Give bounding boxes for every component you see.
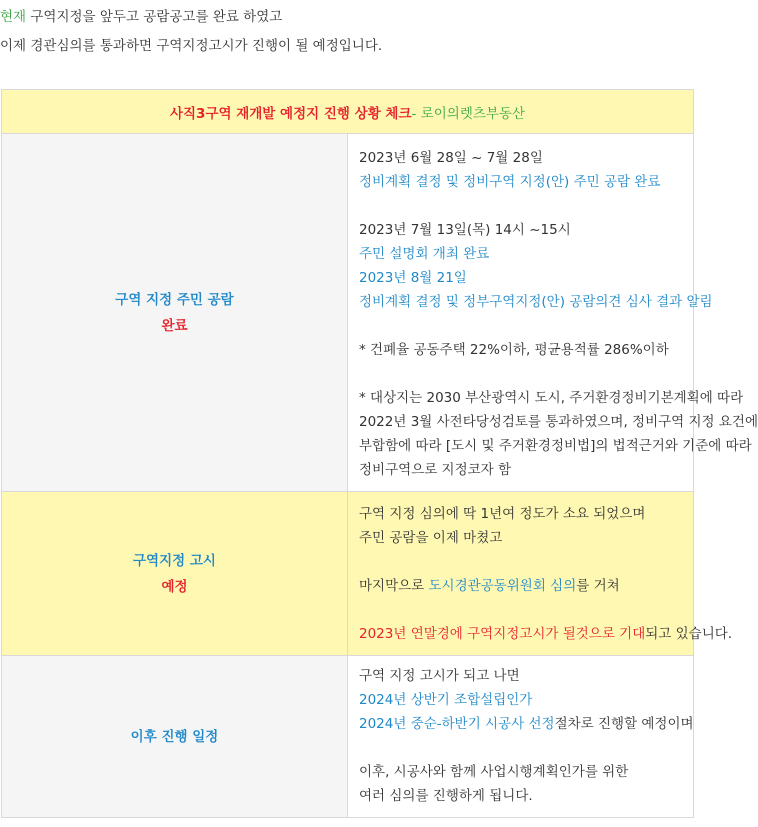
status-table xyxy=(1,89,758,818)
intro-line-1-text: 구역지정을 앞두고 공람공고를 완료 하였고 xyxy=(26,9,283,25)
content-line: 정비계획 결정 및 정비구역 지정(안) 주민 공람 완료 xyxy=(359,174,661,190)
row-label-title: 구역 지정 주민 공람 xyxy=(115,291,234,308)
content-line: 구역 지정 고시가 되고 나면 xyxy=(359,668,520,684)
content-line: 2024년 상반기 조합설립인가 xyxy=(359,692,533,708)
row-label-public-viewing xyxy=(2,134,348,492)
content-line: 부합함에 따라 [도시 및 주거환경정비법]의 법적근거와 기준에 따라 xyxy=(359,438,752,454)
table-row xyxy=(2,656,694,818)
intro xyxy=(0,0,696,59)
row-label-title: 구역지정 고시 xyxy=(133,552,216,569)
content-line xyxy=(359,622,733,646)
row-content xyxy=(348,134,758,492)
intro-now: 현재 xyxy=(0,9,27,25)
content-line: 이후, 시공사와 함께 사업시행계획인가를 위한 xyxy=(359,764,629,780)
content-line: 주민 설명회 개최 완료 xyxy=(359,246,490,262)
content-line: 정비구역으로 지정코자 함 xyxy=(359,462,512,478)
row-label-title: 이후 진행 일정 xyxy=(130,728,219,745)
content-text: 마지막으로 xyxy=(359,578,429,594)
content-line xyxy=(359,712,693,736)
content-highlight: 2023년 연말경에 구역지정고시가 될것으로 기대 xyxy=(359,626,646,642)
row-label-status: 완료 xyxy=(161,317,188,334)
table-row xyxy=(2,492,694,656)
table-header xyxy=(2,90,694,134)
content-line: 2023년 6월 28일 ~ 7월 28일 xyxy=(359,150,543,166)
table-row xyxy=(2,134,694,492)
content-text: 를 거쳐 xyxy=(576,578,620,594)
row-content xyxy=(348,492,733,656)
content-text: 되고 있습니다. xyxy=(645,626,733,642)
table-title-suffix: - 로이의렛츠부동산 xyxy=(411,105,526,122)
content-line: * 건폐율 공동주택 22%이하, 평균용적률 286%이하 xyxy=(359,342,669,358)
intro-line-1 xyxy=(0,4,696,30)
row-content xyxy=(348,656,694,818)
table-title: 사직3구역 재개발 예정지 진행 상황 체크 xyxy=(169,105,412,122)
content-line: 2023년 8월 21일 xyxy=(359,270,467,286)
content-highlight: 2024년 중순-하반기 시공사 선정 xyxy=(359,716,555,732)
content-line: 2022년 3월 사전타당성검토를 통과하였으며, 정비구역 지정 요건에 xyxy=(359,414,758,430)
content-line: 여러 심의를 진행하게 됩니다. xyxy=(359,788,533,804)
row-label-status: 예정 xyxy=(161,578,188,595)
content-line: 2023년 7월 13일(목) 14시 ~15시 xyxy=(359,222,571,238)
content-line xyxy=(359,574,693,598)
content-highlight: 도시경관공동위원회 심의 xyxy=(428,578,577,594)
content-line: 주민 공람을 이제 마쳤고 xyxy=(359,530,503,546)
content-line: 정비계획 결정 및 정부구역지정(안) 공람의견 심사 결과 알림 xyxy=(359,294,713,310)
content-line: 구역 지정 심의에 딱 1년여 정도가 소요 되었으며 xyxy=(359,506,646,522)
intro-line-2: 이제 경관심의를 통과하면 구역지정고시가 진행이 될 예정입니다. xyxy=(0,38,383,54)
row-label-designation-notice xyxy=(2,492,348,656)
content-text: 절차로 진행할 예정이며 xyxy=(554,716,694,732)
content-line: * 대상지는 2030 부산광역시 도시, 주거환경정비기본계획에 따라 xyxy=(359,390,744,406)
row-label-schedule xyxy=(2,656,348,818)
